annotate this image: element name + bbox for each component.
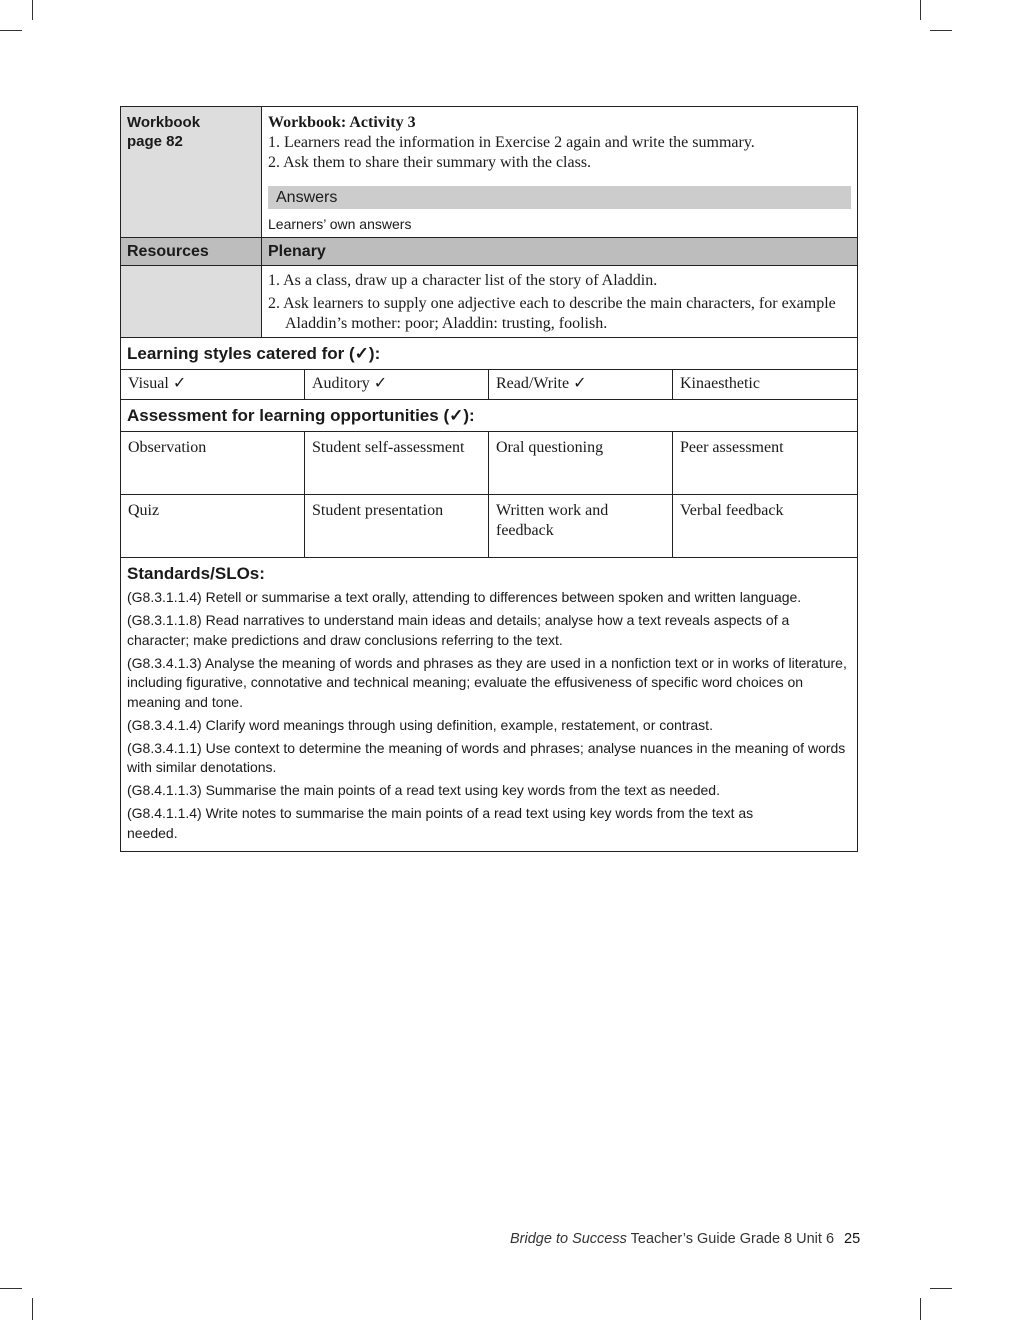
workbook-page-number: page 82: [127, 133, 183, 150]
workbook-row: [120, 106, 858, 238]
assessment-row: [120, 495, 858, 558]
workbook-page-label: [121, 107, 262, 237]
standard-item: (G8.4.1.1.3) Summarise the main points of a read text using key words from the text as needed.: [127, 782, 720, 798]
plenary-item: 1. As a class, draw up a character list of the story of Aladdin.: [268, 272, 658, 289]
standards-heading: Standards/SLOs:: [127, 564, 265, 583]
crop-mark: [0, 30, 22, 31]
plenary-label: Plenary: [268, 243, 326, 260]
learning-styles-row: [120, 370, 858, 400]
crop-mark: [920, 1298, 921, 1320]
learning-style-visual: Visual ✓: [121, 370, 305, 399]
assessment-heading: Assessment for learning opportunities (✓):: [120, 400, 858, 432]
crop-mark: [920, 0, 921, 20]
learning-styles-heading: Learning styles catered for (✓):: [120, 338, 858, 370]
workbook-label: Workbook: [127, 114, 201, 131]
plenary-row: [120, 266, 858, 338]
standard-item: (G8.3.4.1.1) Use context to determine the meaning of words and phrases; analyse nuances in the meaning of words with similar denotations.: [127, 739, 846, 775]
assessment-option: Oral questioning: [489, 432, 673, 494]
activity-step: 1. Learners read the information in Exercise 2 again and write the summary.: [268, 134, 755, 151]
assessment-option: Peer assessment: [680, 439, 784, 456]
assessment-option: Observation: [121, 432, 305, 494]
standard-item: (G8.3.1.1.4) Retell or summarise a text orally, attending to differences between spoken and written language.: [127, 589, 802, 605]
resources-label: Resources: [121, 238, 262, 265]
page-number: 25: [844, 1231, 861, 1247]
lesson-table: [120, 106, 858, 852]
activity-step: 2. Ask them to share their summary with the class.: [268, 154, 592, 171]
answers-header: Answers: [268, 186, 851, 209]
answers-text: Learners’ own answers: [268, 216, 412, 232]
plenary-item: 2. Ask learners to supply one adjective each to describe the main characters, for example Aladdin’s mother: poor; Aladdin: trusting, foolish.: [268, 295, 836, 332]
learning-style-read-write: Read/Write ✓: [489, 370, 673, 399]
standard-item: (G8.4.1.1.4) Write notes to summarise the main points of a read text using key words from the text as needed.: [127, 805, 754, 841]
standard-item: (G8.3.1.1.8) Read narratives to understand main ideas and details; analyse how a text reveals aspects of a character; make predictions and draw conclusions referring to the text.: [127, 612, 790, 648]
footer-book-title: Bridge to Success: [510, 1231, 627, 1247]
resources-plenary-header: [120, 238, 858, 266]
activity-title: Workbook: Activity 3: [268, 114, 416, 131]
learning-style-auditory: Auditory ✓: [305, 370, 489, 399]
crop-mark: [0, 1288, 22, 1289]
assessment-row: [120, 432, 858, 495]
crop-mark: [32, 0, 33, 20]
assessment-option: Student self-assessment: [305, 432, 489, 494]
assessment-option: Quiz: [121, 495, 305, 557]
assessment-option: Written work and feedback: [489, 495, 673, 557]
plenary-content: [262, 266, 857, 337]
footer-subtitle: Teacher’s Guide Grade 8 Unit 6: [626, 1231, 835, 1247]
resources-cell: [121, 266, 262, 337]
standard-item: (G8.3.4.1.4) Clarify word meanings through using definition, example, restatement, or contrast.: [127, 716, 713, 733]
standard-item: (G8.3.4.1.3) Analyse the meaning of words and phrases as they are used in a nonfiction text or in works of literature, including figurative, connotative and technical meaning; evaluate the effusiveness of specific word choices on meaning and tone.: [127, 654, 847, 710]
assessment-option: Student presentation: [305, 495, 489, 557]
page-footer: [510, 1231, 860, 1247]
assessment-option: Verbal feedback: [680, 502, 784, 519]
crop-mark: [32, 1298, 33, 1320]
crop-mark: [930, 30, 952, 31]
learning-style-kinaesthetic: Kinaesthetic: [680, 375, 760, 392]
crop-mark: [930, 1288, 952, 1289]
standards-section: [120, 558, 858, 852]
workbook-activity: [262, 107, 857, 237]
